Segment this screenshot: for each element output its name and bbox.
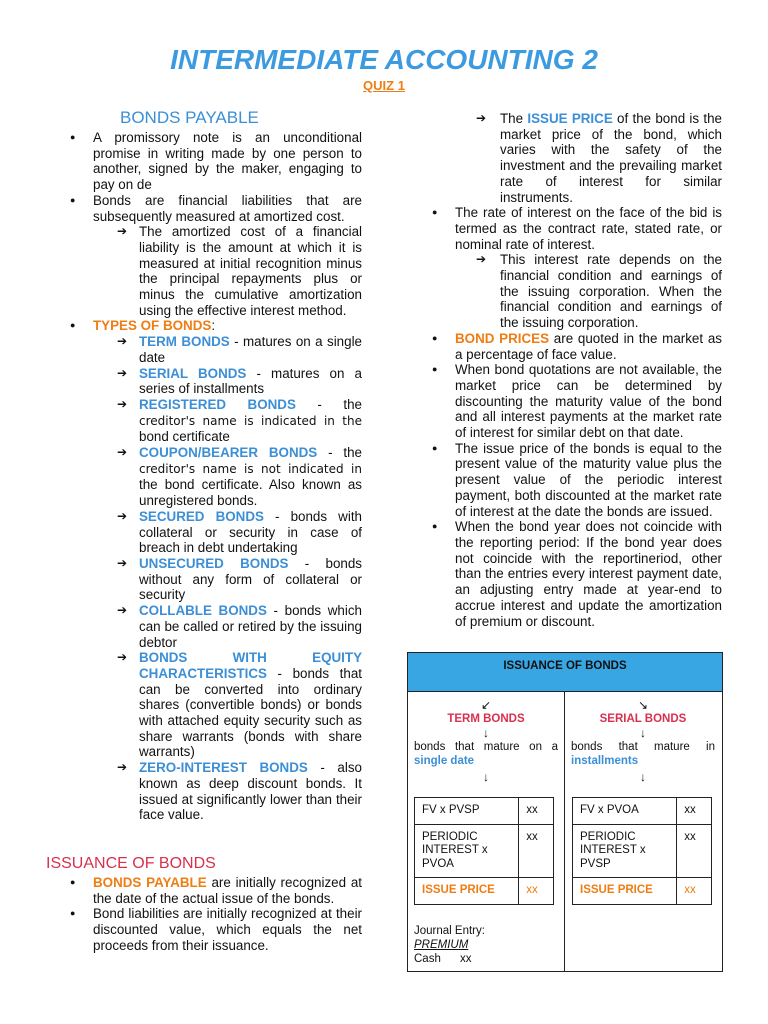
arrow-down-icon: ↓ <box>483 726 489 740</box>
serial-bonds-label: SERIAL BONDS <box>599 713 687 725</box>
bond-type-secured: ➔ SECURED BONDS - bonds with collateral or security in case of breach in debt undertaking <box>70 509 362 556</box>
section-heading-issuance: ISSUANCE OF BONDS <box>46 855 216 872</box>
bond-type-term: ➔ TERM BONDS - matures on a single date <box>70 334 362 365</box>
table-row: PERIODIC INTEREST x PVSP xx <box>573 824 712 878</box>
term-bonds-desc: bonds that mature on a single date <box>414 741 558 767</box>
bullet-discounted-value: ● Bond liabilities are initially recognized at their discounted value, which equals the net proceeds from their issuance. <box>70 906 362 953</box>
arrow-down-icon: ↓ <box>640 770 646 784</box>
right-column <box>432 111 722 629</box>
left-column-issuance <box>70 875 362 954</box>
arrow-down-icon: ↓ <box>640 726 646 740</box>
bullet-contract-rate: ● The rate of interest on the face of the bid is termed as the contract rate, stated rate, or nominal rate of interest. <box>432 205 722 252</box>
issue-price-row: ISSUE PRICE xx <box>415 878 554 905</box>
bullet-promissory-note: ● A promissory note is an unconditional promise in writing made by one person to another, signed by the maker, engaging to pay on de <box>70 130 362 193</box>
bond-type-coupon-bearer: ➔ COUPON/BEARER BONDS - the creditor's name is not indicated in the bond certificate. Also known as unregistered bonds. <box>70 445 362 509</box>
bullet-types-of-bonds: ● TYPES OF BONDS: <box>70 318 362 334</box>
bond-type-unsecured: ➔ UNSECURED BONDS - bonds without any form of collateral or security <box>70 556 362 603</box>
issuance-of-bonds-box <box>407 652 723 972</box>
table-row: PERIODIC INTEREST x PVOA xx <box>415 824 554 878</box>
bullet-bond-prices: ● BOND PRICES are quoted in the market as a percentage of face value. <box>432 331 722 362</box>
table-row: FV x PVOA xx <box>573 798 712 825</box>
bond-type-equity-characteristics: ➔ BONDS WITH EQUITY CHARACTERISTICS - bonds that can be converted into ordinary shares (convertible bonds) or bonds with attached equity security such as share warrants (bonds with share warrants) <box>70 650 362 760</box>
serial-bonds-desc: bonds that mature in installments <box>571 741 715 767</box>
arrow-interest-rate: ➔ This interest rate depends on the financial condition and earnings of the issuing corporation. When the financial condition and earnings of the issuing corporation. <box>432 252 722 331</box>
arrow-down-right-icon: ↘ <box>637 698 649 712</box>
serial-bonds-column <box>565 692 721 896</box>
arrow-issue-price: ➔ The ISSUE PRICE of the bond is the market price of the bond, which varies with the safety of the investment and the prevailing market rate of interest for similar instruments. <box>432 111 722 205</box>
term-bonds-label: TERM BONDS <box>447 713 525 725</box>
table-row: FV x PVSP xx <box>415 798 554 825</box>
document-subtitle: QUIZ 1 <box>363 78 405 93</box>
issue-price-row: ISSUE PRICE xx <box>573 878 712 905</box>
bullet-bond-year: ● When the bond year does not coincide with the reporting period: If the bond year does not coincide with the reportineriod, other than the entries every interest payment date, an adjusting entry made at year-end to accrue interest and update the amortization of premium or discount. <box>432 519 722 629</box>
arrow-down-left-icon: ↙ <box>480 698 492 712</box>
bond-type-registered: ➔ REGISTERED BONDS - the creditor's name is indicated in the bond certificate <box>70 397 362 445</box>
journal-entry: Journal Entry: PREMIUM Cash xx <box>414 925 485 965</box>
bullet-financial-liabilities: ● Bonds are financial liabilities that are subsequently measured at amortized cost. <box>70 193 362 224</box>
term-bonds-column <box>408 692 564 965</box>
arrow-down-icon: ↓ <box>483 770 489 784</box>
bond-type-callable: ➔ COLLABLE BONDS - bonds which can be called or retired by the issuing debtor <box>70 603 362 650</box>
box-title: ISSUANCE OF BONDS <box>408 653 722 692</box>
bullet-market-price: ● When bond quotations are not available, the market price can be determined by discounting the maturity value of the bond and all interest payments at the market rate of interest for similar debt on that date. <box>432 362 722 441</box>
bullet-issue-price-equal: ● The issue price of the bonds is equal to the present value of the maturity value plus the present value of the periodic interest payment, both discounted at the market rate of interest at the date the bonds are issued. <box>432 441 722 520</box>
section-heading-bonds-payable: BONDS PAYABLE <box>120 108 259 127</box>
types-label: TYPES OF BONDS <box>93 318 212 334</box>
arrow-amortized-cost: ➔ The amortized cost of a financial liability is the amount at which it is measured at initial recognition minus the principal repayments plus or minus the cumulative amortization using the effective interest method. <box>70 224 362 318</box>
serial-bonds-table <box>572 797 712 905</box>
document-title: INTERMEDIATE ACCOUNTING 2 <box>170 44 598 75</box>
bond-type-zero-interest: ➔ ZERO-INTEREST BONDS - also known as deep discount bonds. It issued at significantly lower than their face value. <box>70 760 362 823</box>
left-column-bonds-payable <box>70 130 362 823</box>
bond-type-serial: ➔ SERIAL BONDS - matures on a series of installments <box>70 366 362 397</box>
bullet-bonds-payable-recognized: ● BONDS PAYABLE are initially recognized at the date of the actual issue of the bonds. <box>70 875 362 906</box>
term-bonds-table <box>414 797 554 905</box>
